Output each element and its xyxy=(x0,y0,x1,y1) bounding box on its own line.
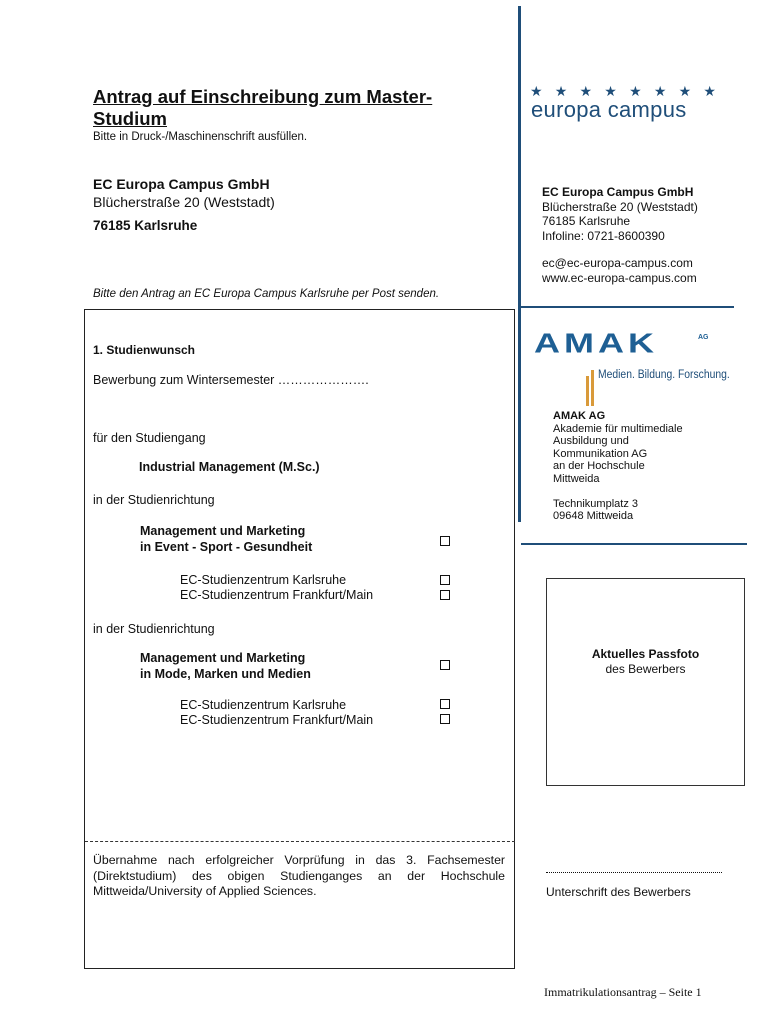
ec-web[interactable]: www.ec-europa-campus.com xyxy=(542,270,697,285)
amak-name: AMAK AG xyxy=(553,410,606,422)
dashed-separator xyxy=(85,841,515,842)
europa-campus-logo: europa campus xyxy=(531,97,687,122)
divider-line xyxy=(521,543,747,545)
campus-karlsruhe-checkbox[interactable] xyxy=(440,699,450,709)
campus-frankfurt-checkbox[interactable] xyxy=(440,590,450,600)
passport-photo-box[interactable] xyxy=(546,578,745,786)
section-title: 1. Studienwunsch xyxy=(93,343,196,357)
direction-fashion-media-checkbox[interactable] xyxy=(440,660,450,670)
amak-line: Mittweida xyxy=(553,472,600,485)
star-icon: ★ xyxy=(653,83,667,99)
amak-wordmark: AMAK xyxy=(534,326,658,359)
star-icon: ★ xyxy=(703,83,716,99)
page-footer: Immatrikulationsantrag – Seite 1 xyxy=(544,985,702,999)
direction-line: Management und Marketing xyxy=(140,524,306,538)
sender-street: Blücherstraße 20 (Weststadt) xyxy=(93,194,275,210)
ec-phone: Infoline: 0721-8600390 xyxy=(542,228,665,243)
amak-line: Kommunikation AG xyxy=(553,447,648,460)
direction-line: in Event - Sport - Gesundheit xyxy=(140,539,313,554)
page-subtitle: Bitte in Druck-/Maschinenschrift ausfüllen. xyxy=(93,131,308,143)
amak-street: Technikumplatz 3 xyxy=(553,497,638,510)
course-label: für den Studiengang xyxy=(93,431,206,445)
amak-ag-mark: AG xyxy=(698,334,709,341)
star-icon: ★ xyxy=(530,83,543,99)
divider-line xyxy=(518,306,734,308)
transfer-note: Übernahme nach erfolgreicher Vorprüfung in das 3. Fachsemester (Direktstudium) des obigen Studienganges an der Hochschule Mittweida/University of Applied Sciences. xyxy=(93,853,505,898)
ec-city: 76185 Karlsruhe xyxy=(542,214,631,228)
photo-label xyxy=(546,647,745,677)
amak-contact-block xyxy=(553,410,683,523)
star-icon: ★ xyxy=(629,83,642,99)
amak-tagline: Medien. Bildung. Forschung. xyxy=(598,369,730,381)
direction-label: in der Studienrichtung xyxy=(93,493,215,507)
photo-label-title: Aktuelles Passfoto xyxy=(591,647,700,661)
semester-field[interactable]: Bewerbung zum Wintersemester …………………. xyxy=(93,373,369,387)
amak-line: an der Hochschule xyxy=(553,460,645,473)
direction-line: in Mode, Marken und Medien xyxy=(140,666,311,681)
photo-label-sub: des Bewerbers xyxy=(605,662,686,676)
direction-event-sport-checkbox[interactable] xyxy=(440,536,450,546)
ec-contact-block xyxy=(542,185,698,285)
signature-line[interactable] xyxy=(546,872,722,873)
sender-name: EC Europa Campus GmbH xyxy=(93,176,270,192)
signature-label: Unterschrift des Bewerbers xyxy=(546,885,691,899)
europa-campus-stars xyxy=(530,84,716,98)
direction-label: in der Studienrichtung xyxy=(93,622,215,636)
direction-fashion-media xyxy=(140,651,311,682)
star-icon: ★ xyxy=(678,83,692,99)
direction-event-sport xyxy=(140,524,312,555)
ec-street: Blücherstraße 20 (Weststadt) xyxy=(542,199,698,214)
amak-line: Ausbildung und xyxy=(553,435,629,448)
ec-email[interactable]: ec@ec-europa-campus.com xyxy=(542,256,693,270)
ec-name: EC Europa Campus GmbH xyxy=(542,185,694,199)
star-icon: ★ xyxy=(579,83,593,99)
amak-line: Akademie für multimediale xyxy=(553,422,683,435)
amak-logo xyxy=(534,326,658,364)
sender-city: 76185 Karlsruhe xyxy=(93,218,198,233)
campus-frankfurt-label: EC-Studienzentrum Frankfurt/Main xyxy=(180,713,374,727)
page-title: Antrag auf Einschreibung zum Master-Studium xyxy=(93,86,433,129)
campus-karlsruhe-label: EC-Studienzentrum Karlsruhe xyxy=(180,698,347,712)
star-icon: ★ xyxy=(604,83,617,99)
campus-frankfurt-checkbox[interactable] xyxy=(440,714,450,724)
vertical-divider xyxy=(518,6,521,522)
star-icon: ★ xyxy=(554,83,568,99)
course-name: Industrial Management (M.Sc.) xyxy=(139,460,320,474)
post-note: Bitte den Antrag an EC Europa Campus Karlsruhe per Post senden. xyxy=(93,288,440,300)
campus-frankfurt-label: EC-Studienzentrum Frankfurt/Main xyxy=(180,588,374,602)
direction-line: Management und Marketing xyxy=(140,651,306,665)
amak-city: 09648 Mittweida xyxy=(553,510,634,523)
campus-karlsruhe-label: EC-Studienzentrum Karlsruhe xyxy=(180,573,347,587)
campus-karlsruhe-checkbox[interactable] xyxy=(440,575,450,585)
